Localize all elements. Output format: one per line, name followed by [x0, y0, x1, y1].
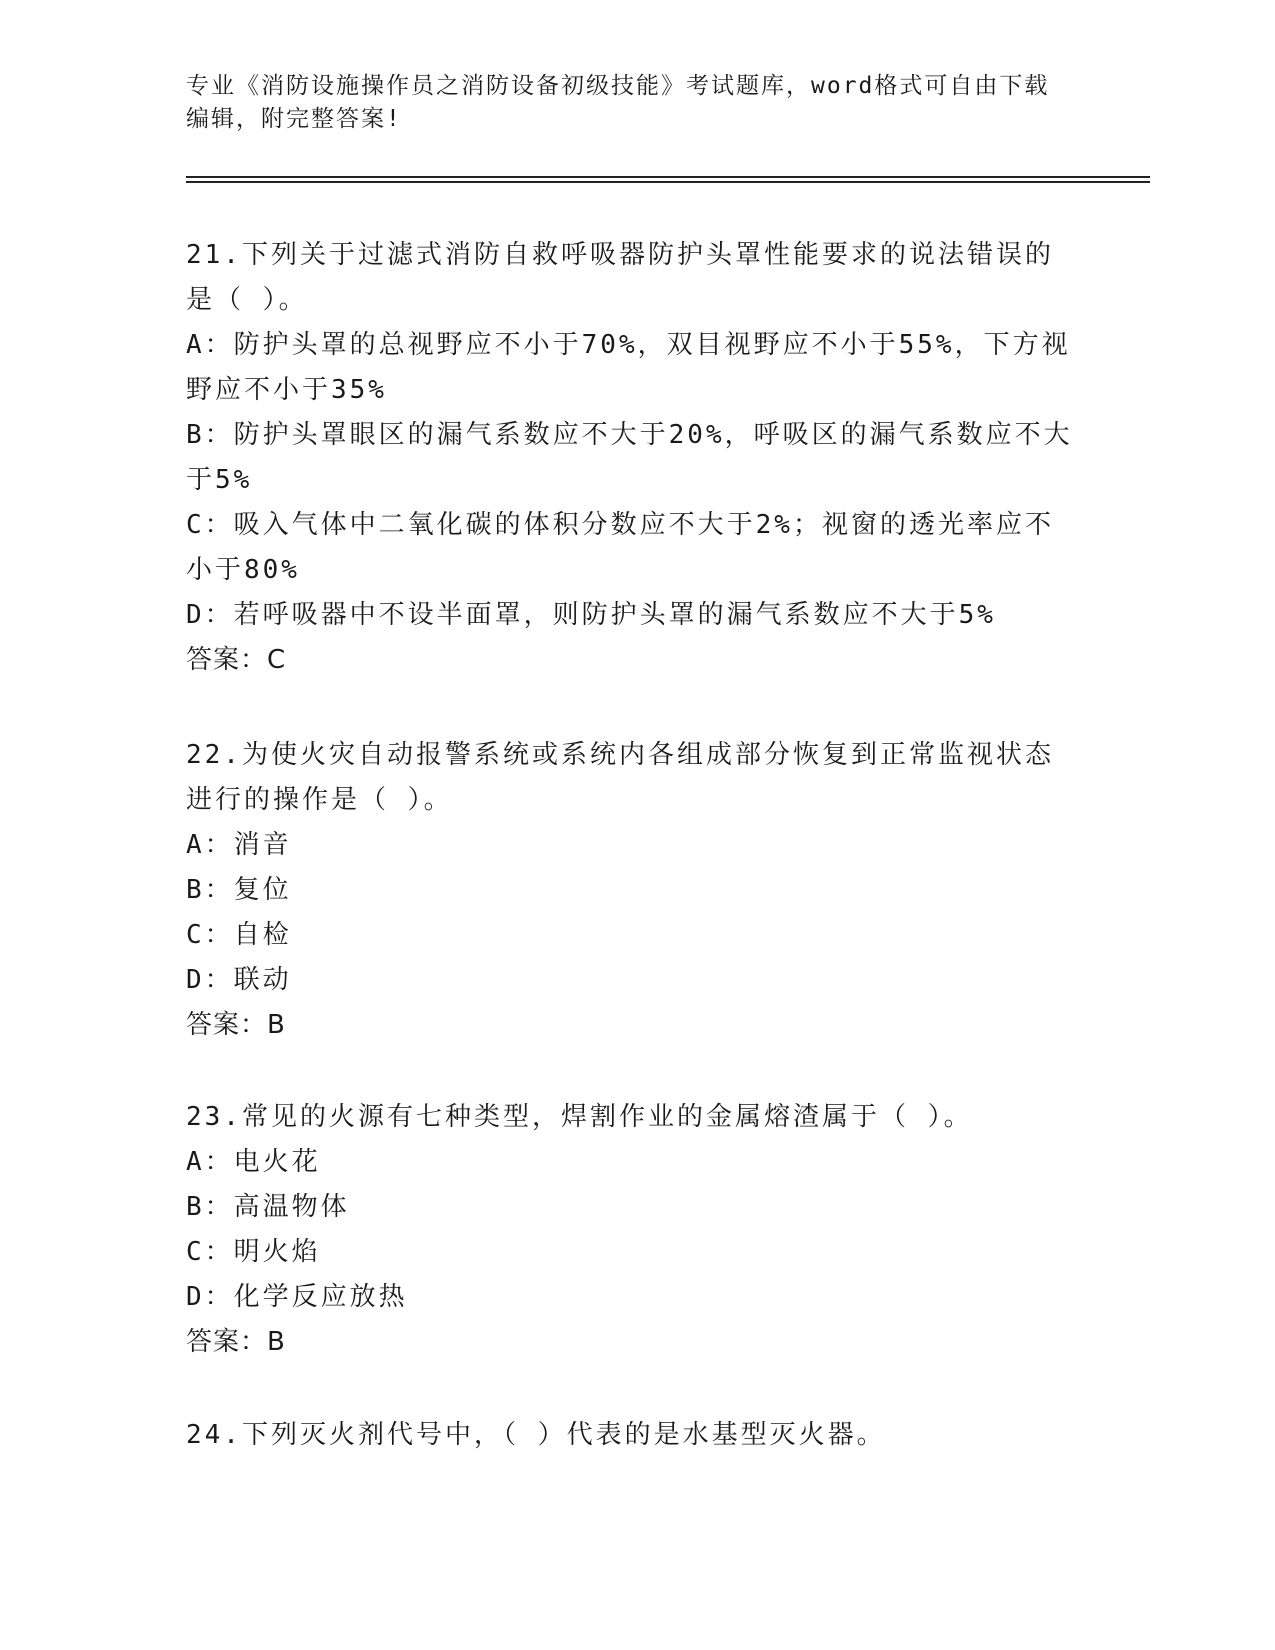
option-d: D：若呼吸器中不设半面罩，则防护头罩的漏气系数应不大于5% — [186, 600, 996, 630]
option-a: A：防护头罩的总视野应不小于70%，双目视野应不小于55%，下方视野应不小于35% — [186, 330, 1071, 405]
question-stem: 22.为使火灾自动报警系统或系统内各组成部分恢复到正常监视状态进行的操作是（ ）。 — [186, 740, 1054, 815]
option-b: B：高温物体 — [186, 1192, 350, 1222]
option-c: C：吸入气体中二氧化碳的体积分数应不大于2%；视窗的透光率应不小于80% — [186, 510, 1054, 585]
header-rule-top — [186, 176, 1150, 178]
question-21 — [186, 233, 1076, 683]
question-23 — [186, 1095, 1076, 1365]
question-stem: 21.下列关于过滤式消防自救呼吸器防护头罩性能要求的说法错误的是（ ）。 — [186, 240, 1054, 315]
answer: 答案：B — [186, 1327, 286, 1357]
question-stem: 24.下列灭火剂代号中，（ ）代表的是水基型灭火器。 — [186, 1420, 886, 1450]
option-a: A：消音 — [186, 830, 292, 860]
option-d: D：化学反应放热 — [186, 1282, 408, 1312]
question-stem: 23.常见的火源有七种类型，焊割作业的金属熔渣属于（ ）。 — [186, 1102, 973, 1132]
option-b: B：复位 — [186, 875, 292, 905]
option-b: B：防护头罩眼区的漏气系数应不大于20%，呼吸区的漏气系数应不大于5% — [186, 420, 1073, 495]
option-d: D：联动 — [186, 965, 292, 995]
option-a: A：电火花 — [186, 1147, 321, 1177]
option-c: C：明火焰 — [186, 1237, 321, 1267]
document-header: 专业《消防设施操作员之消防设备初级技能》考试题库，word格式可自由下载编辑，附完整答案! — [186, 73, 1050, 132]
option-c: C：自检 — [186, 920, 292, 950]
answer: 答案：C — [186, 645, 287, 675]
header-rule-bottom — [186, 181, 1150, 183]
question-22 — [186, 733, 1076, 1048]
question-24 — [186, 1413, 1076, 1458]
answer: 答案：B — [186, 1010, 286, 1040]
